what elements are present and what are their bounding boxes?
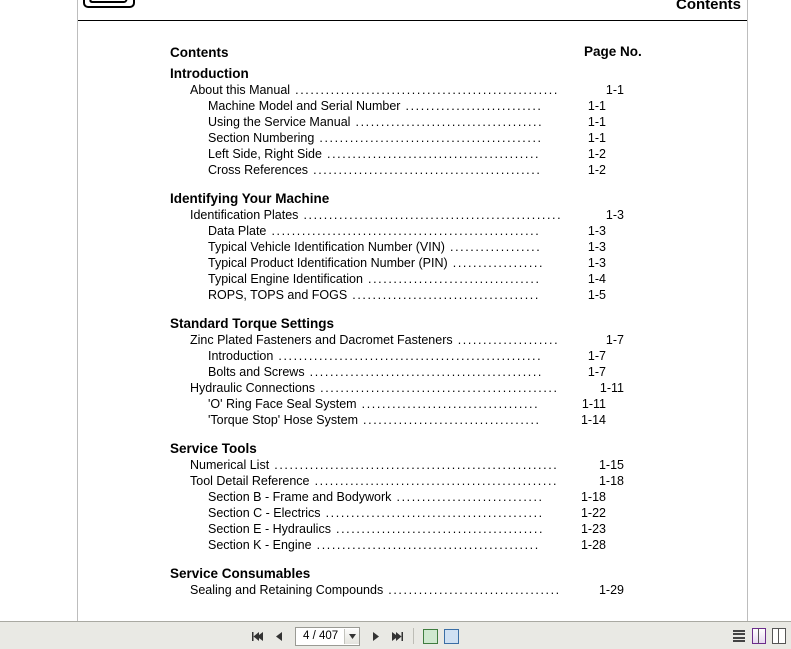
toc-entry-page: 1-18 [580, 490, 606, 504]
toc-entry-page: 1-7 [587, 349, 606, 363]
toc-entry-label: Section E - Hydraulics [208, 522, 331, 536]
pdf-navigation-group [250, 622, 460, 649]
continuous-view-icon[interactable] [770, 627, 787, 645]
toc-entry-page: 1-18 [598, 474, 624, 488]
toc-entry[interactable] [170, 130, 650, 146]
toc-leader-dots: .................................. [362, 272, 541, 286]
document-page[interactable] [78, 0, 747, 621]
toc-entry[interactable] [170, 473, 650, 489]
toc-leader-dots: ................................... [357, 413, 541, 427]
toc-leader-dots: ........................................... [320, 506, 544, 520]
toc-entry-label: Using the Service Manual [208, 115, 351, 129]
facing-page-view-icon[interactable] [750, 627, 767, 645]
toc-spacer [170, 178, 650, 191]
toc-entry[interactable] [170, 489, 650, 505]
toc-leader-dots: ............................. [391, 490, 544, 504]
copy-icon[interactable] [422, 627, 439, 645]
toc-entry[interactable] [170, 239, 650, 255]
toc-leader-dots: ................................................ [309, 474, 559, 488]
toc-leader-dots: .......................................... [321, 147, 541, 161]
toc-entry-label: Standard Torque Settings [170, 316, 335, 331]
toc-entry-label: ROPS, TOPS and FOGS [208, 288, 348, 302]
toc-entry[interactable] [170, 66, 650, 82]
toc-leader-dots: ..................................................... [266, 224, 541, 238]
header-divider [78, 20, 747, 21]
toc-entry-page: 1-11 [599, 381, 624, 395]
toc-entry-label: Typical Vehicle Identification Number (VIN) [208, 240, 445, 254]
toc-page-no-label: Page No. [584, 44, 642, 59]
toc-entry-label: Introduction [170, 66, 249, 81]
last-page-button[interactable] [388, 627, 405, 645]
toc-leader-dots: .................. [447, 256, 545, 270]
toc-entry[interactable] [170, 441, 650, 457]
toc-entry[interactable] [170, 348, 650, 364]
page-right-margin [747, 0, 791, 621]
toc-entry-page: 1-2 [587, 147, 606, 161]
jcb-logo-icon [83, 0, 135, 8]
toc-entry-page: 1-22 [580, 506, 606, 520]
toc-entry[interactable] [170, 521, 650, 537]
pdf-toolbar [0, 621, 791, 649]
toc-leader-dots: .............................................. [304, 365, 544, 379]
toc-entry-page: 1-14 [580, 413, 606, 427]
toc-title: Contents [170, 45, 229, 60]
toc-entry-label: Numerical List [190, 458, 270, 472]
toc-entry-page: 1-28 [580, 538, 606, 552]
toc-entry-label: About this Manual [190, 83, 291, 97]
toc-entry[interactable] [170, 271, 650, 287]
toc-entry[interactable] [170, 566, 650, 582]
first-page-button[interactable] [250, 627, 267, 645]
toc-leader-dots: ........................... [400, 99, 543, 113]
toc-entry-page: 1-7 [605, 333, 624, 347]
page-left-margin [0, 0, 78, 621]
toc-entry-label: Section C - Electrics [208, 506, 321, 520]
toc-entry-page: 1-1 [587, 131, 606, 145]
previous-page-button[interactable] [271, 627, 288, 645]
toc-entry[interactable] [170, 582, 650, 598]
toc-entry[interactable] [170, 98, 650, 114]
toc-leader-dots: ......................................... [330, 522, 545, 536]
toc-entry[interactable] [170, 207, 650, 223]
toc-leader-dots: ..................................... [350, 115, 544, 129]
toc-entry[interactable] [170, 537, 650, 553]
toc-entry-label: Service Consumables [170, 566, 311, 581]
toc-entry-label: Typical Product Identification Number (PIN) [208, 256, 448, 270]
toc-entry-label: Identifying Your Machine [170, 191, 330, 206]
toc-leader-dots: ............................................ [311, 538, 540, 552]
toc-entry-page: 1-23 [580, 522, 606, 536]
pdf-view-mode-group [730, 622, 787, 649]
page-number-value: 4 / 407 [303, 629, 339, 642]
toc-entry-label: Identification Plates [190, 208, 299, 222]
toc-entry[interactable] [170, 146, 650, 162]
header-title: Contents [676, 0, 741, 13]
toc-entry-label: Service Tools [170, 441, 257, 456]
toc-leader-dots: ................................................... [298, 208, 563, 222]
toc-entry-page: 1-1 [587, 99, 606, 113]
toc-entry[interactable] [170, 505, 650, 521]
toc-entry-page: 1-1 [587, 115, 606, 129]
toc-entry-label: Machine Model and Serial Number [208, 99, 401, 113]
toc-entry[interactable] [170, 316, 650, 332]
toc-entry-label: Data Plate [208, 224, 267, 238]
table-of-contents [170, 44, 650, 598]
toc-leader-dots: ............................................... [315, 381, 559, 395]
toc-entry[interactable] [170, 82, 650, 98]
page-number-dropdown-arrow[interactable] [344, 629, 359, 644]
toc-entry-label: Section Numbering [208, 131, 315, 145]
toc-leader-dots: ............................................. [308, 163, 542, 177]
toc-entry-label: 'O' Ring Face Seal System [208, 397, 357, 411]
toc-leader-dots: ................................... [356, 397, 540, 411]
toc-leader-dots: ..................................... [347, 288, 540, 302]
toc-entry[interactable] [170, 287, 650, 303]
toc-leader-dots: ............................................ [314, 131, 543, 145]
toc-entry-label: Tool Detail Reference [190, 474, 310, 488]
toc-leader-dots: .................................. [383, 583, 561, 597]
toc-header-row [170, 44, 650, 64]
toc-entry-label: 'Torque Stop' Hose System [208, 413, 358, 427]
toc-entry[interactable] [170, 412, 650, 428]
toc-entry-page: 1-5 [587, 288, 606, 302]
toc-leader-dots: .................. [444, 240, 542, 254]
toc-entry-page: 1-29 [598, 583, 624, 597]
toc-entry-page: 1-1 [605, 83, 624, 97]
toc-entry-label: Introduction [208, 349, 274, 363]
toc-entry-page: 1-3 [587, 224, 606, 238]
toc-spacer [170, 303, 650, 316]
toc-entry-label: Zinc Plated Fasteners and Dacromet Fasteners [190, 333, 453, 347]
select-tool-icon[interactable] [443, 627, 460, 645]
toc-entry-page: 1-11 [581, 397, 606, 411]
toc-spacer [170, 553, 650, 566]
toc-entry-label: Sealing and Retaining Compounds [190, 583, 384, 597]
toc-leader-dots: .................................................... [290, 83, 559, 97]
toc-entry-label: Typical Engine Identification [208, 272, 363, 286]
toc-entry[interactable] [170, 396, 650, 412]
toc-entry-page: 1-15 [598, 458, 624, 472]
toc-entry-page: 1-4 [587, 272, 606, 286]
toc-leader-dots: ........................................................ [269, 458, 559, 472]
single-page-view-icon[interactable] [730, 627, 747, 645]
page-header [78, 0, 747, 22]
toolbar-separator [413, 628, 414, 644]
toc-entry-label: Left Side, Right Side [208, 147, 322, 161]
toc-entry-page: 1-3 [605, 208, 624, 222]
toc-spacer [170, 428, 650, 441]
toc-entry-label: Cross References [208, 163, 309, 177]
toc-entry-label: Bolts and Screws [208, 365, 305, 379]
toc-entry-page: 1-3 [587, 256, 606, 270]
toc-entry[interactable] [170, 457, 650, 473]
toc-entry[interactable] [170, 380, 650, 396]
toc-entry[interactable] [170, 255, 650, 271]
toc-entry[interactable] [170, 114, 650, 130]
toc-entry-label: Hydraulic Connections [190, 381, 316, 395]
toc-entry[interactable] [170, 332, 650, 348]
toc-entry-label: Section B - Frame and Bodywork [208, 490, 392, 504]
toc-entry-page: 1-7 [587, 365, 606, 379]
toc-entry[interactable] [170, 364, 650, 380]
toc-entry-label: Section K - Engine [208, 538, 312, 552]
page-number-input[interactable] [295, 627, 360, 646]
toc-entry-page: 1-3 [587, 240, 606, 254]
toc-leader-dots: .................... [452, 333, 560, 347]
toc-entry[interactable] [170, 162, 650, 178]
toc-entry[interactable] [170, 223, 650, 239]
next-page-button[interactable] [367, 627, 384, 645]
toc-entry[interactable] [170, 191, 650, 207]
toc-entry-page: 1-2 [587, 163, 606, 177]
toc-leader-dots: .................................................... [273, 349, 543, 363]
